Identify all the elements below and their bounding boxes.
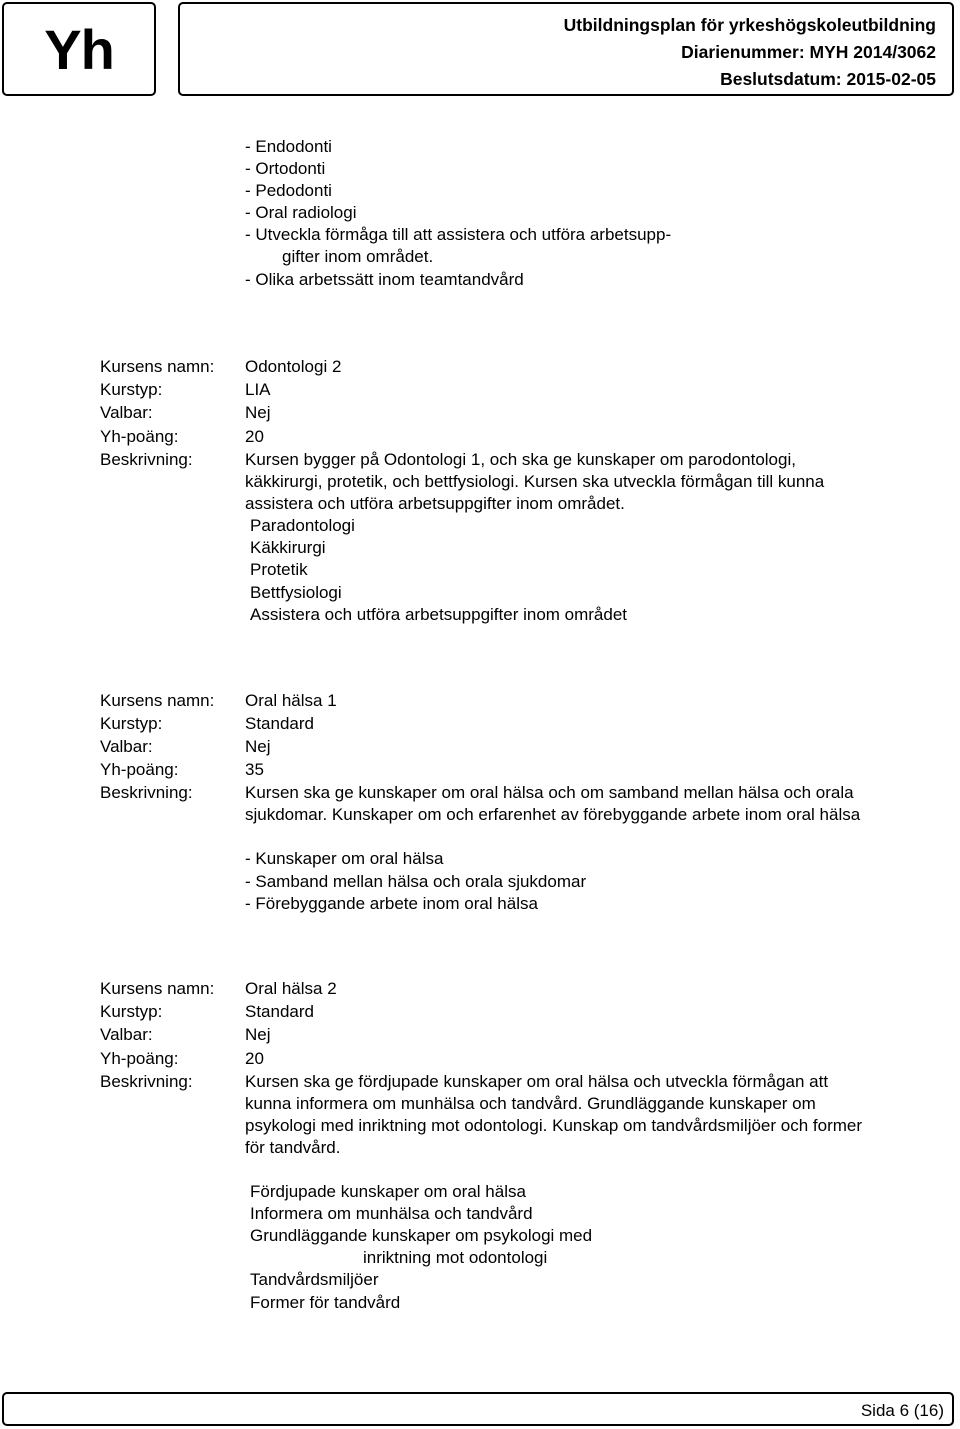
course-item: Paradontologi: [250, 516, 355, 535]
list-item: - Olika arbetssätt inom teamtandvård: [245, 270, 524, 289]
course-item: Protetik: [250, 560, 308, 579]
course-item: Informera om munhälsa och tandvård: [250, 1204, 533, 1223]
course-points: 20: [245, 1049, 264, 1068]
description-line: Kursen ska ge fördjupade kunskaper om oral hälsa och utveckla förmågan att: [245, 1072, 829, 1091]
label-points: Yh-poäng:: [100, 760, 179, 779]
label-elective: Valbar:: [100, 1025, 153, 1044]
label-description: Beskrivning:: [100, 783, 193, 802]
course-item: Assistera och utföra arbetsuppgifter inom området: [250, 605, 628, 624]
description-line: för tandvård.: [245, 1138, 341, 1157]
course-item: Grundläggande kunskaper om psykologi med: [250, 1226, 593, 1245]
description-line: kunna informera om munhälsa och tandvård. Grundläggande kunskaper om: [245, 1094, 816, 1113]
list-item: - Oral radiologi: [245, 203, 357, 222]
label-course-name: Kursens namn:: [100, 691, 215, 710]
label-elective: Valbar:: [100, 403, 153, 422]
course-item: Käkkirurgi: [250, 538, 326, 557]
label-course-name: Kursens namn:: [100, 979, 215, 998]
label-course-type: Kurstyp:: [100, 380, 163, 399]
list-item: gifter inom området.: [282, 247, 434, 266]
course-item: inriktning mot odontologi: [363, 1248, 548, 1267]
list-item: - Endodonti: [245, 137, 332, 156]
label-points: Yh-poäng:: [100, 1049, 179, 1068]
header-text: [564, 12, 936, 93]
course-elective: Nej: [245, 737, 271, 756]
yh-logo: Yh: [44, 17, 114, 81]
description-line: käkkirurgi, protetik, och bettfysiologi. Kursen ska utveckla förmågan till kunna: [245, 472, 825, 491]
label-points: Yh-poäng:: [100, 427, 179, 446]
description-line: Kursen ska ge kunskaper om oral hälsa och om samband mellan hälsa och orala: [245, 783, 854, 802]
course-item: Former för tandvård: [250, 1293, 401, 1312]
page-footer: [2, 1392, 954, 1426]
course-elective: Nej: [245, 1025, 271, 1044]
diarienummer: Diarienummer: MYH 2014/3062: [681, 42, 936, 62]
list-item: - Ortodonti: [245, 159, 326, 178]
label-course-type: Kurstyp:: [100, 1002, 163, 1021]
course-name: Oral hälsa 1: [245, 691, 337, 710]
course-item: - Kunskaper om oral hälsa: [245, 849, 444, 868]
logo-box: [2, 2, 156, 96]
label-elective: Valbar:: [100, 737, 153, 756]
beslutsdatum: Beslutsdatum: 2015-02-05: [720, 69, 936, 89]
course-type: LIA: [245, 380, 271, 399]
document-header: [178, 2, 954, 96]
label-course-type: Kurstyp:: [100, 714, 163, 733]
course-item: Fördjupade kunskaper om oral hälsa: [250, 1182, 526, 1201]
course-name: Odontologi 2: [245, 357, 342, 376]
course-elective: Nej: [245, 403, 271, 422]
page-number: Sida 6 (16): [860, 1401, 944, 1420]
course-type: Standard: [245, 1002, 314, 1021]
course-item: Tandvårdsmiljöer: [250, 1270, 379, 1289]
course-item: Bettfysiologi: [250, 583, 342, 602]
course-name: Oral hälsa 2: [245, 979, 337, 998]
label-description: Beskrivning:: [100, 1072, 193, 1091]
description-line: sjukdomar. Kunskaper om och erfarenhet av förebyggande arbete inom oral hälsa: [245, 805, 861, 824]
description-line: psykologi med inriktning mot odontologi. Kunskap om tandvårdsmiljöer och former: [245, 1116, 863, 1135]
course-points: 35: [245, 760, 264, 779]
course-item: - Förebyggande arbete inom oral hälsa: [245, 894, 538, 913]
list-item: - Pedodonti: [245, 181, 332, 200]
course-item: - Samband mellan hälsa och orala sjukdomar: [245, 872, 587, 891]
document-title: Utbildningsplan för yrkeshögskoleutbildning: [563, 15, 936, 35]
list-item: - Utveckla förmåga till att assistera och utföra arbetsupp-: [245, 225, 672, 244]
course-points: 20: [245, 427, 264, 446]
label-description: Beskrivning:: [100, 450, 193, 469]
label-course-name: Kursens namn:: [100, 357, 215, 376]
description-line: assistera och utföra arbetsuppgifter inom området.: [245, 494, 625, 513]
course-type: Standard: [245, 714, 314, 733]
description-line: Kursen bygger på Odontologi 1, och ska ge kunskaper om parodontologi,: [245, 450, 796, 469]
